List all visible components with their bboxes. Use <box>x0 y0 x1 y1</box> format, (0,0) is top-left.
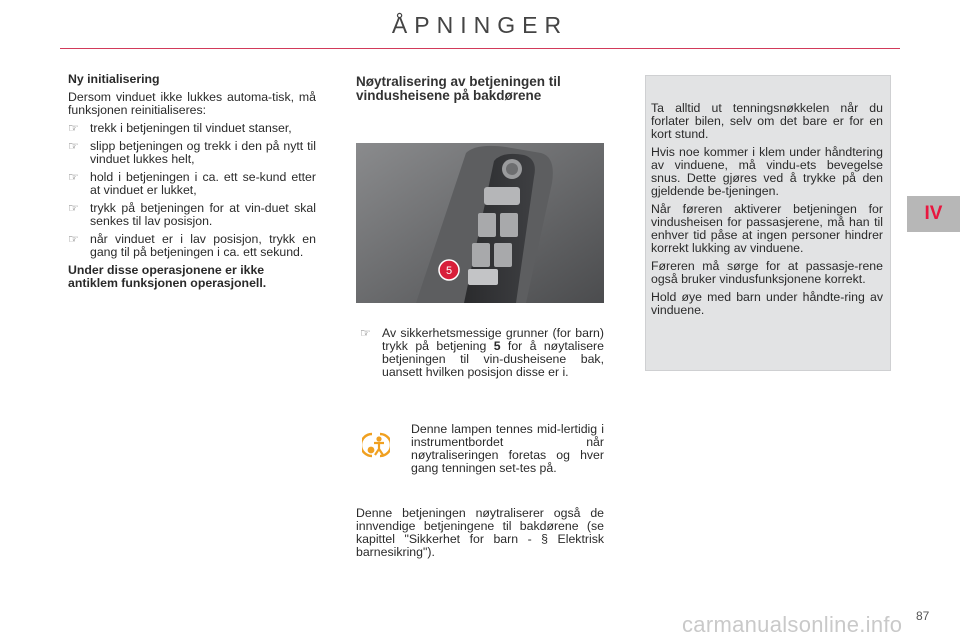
door-switch-illustration <box>356 143 604 303</box>
pointing-hand-icon: ☞ <box>360 326 371 340</box>
door-switch-photo <box>356 143 604 303</box>
pointing-hand-icon: ☞ <box>68 139 79 153</box>
photo-callout-number: 5 <box>445 265 453 277</box>
infobox-paragraph: Ta alltid ut tenningsnøkkelen når du forlater bilen, selv om det bare er for en kort stund. <box>651 101 883 141</box>
neutralize-text <box>356 327 604 379</box>
neutralize-text-end: for å nøytalisere betjeningen til vin-dusheisene bak, uansett hvilken posisjon disse er i. <box>382 339 604 379</box>
neutralize-text-start: Av sikkerhetsmessige grunner (for barn) trykk på betjening <box>382 326 604 353</box>
section-heading: Nøytralisering av betjeningen til vindusheisene på bakdørene <box>356 74 561 103</box>
infobox-paragraph: Når føreren aktiverer betjeningen for vindusheisen for passasjerene, må han til enhver tid påse at ingen personer hindrer korrekt lukking av vinduene. <box>651 202 883 255</box>
infobox-paragraph: Hold øye med barn under håndte-ring av vinduene. <box>651 290 883 317</box>
title-rule <box>60 48 900 49</box>
list-item-text: trykk på betjeningen for at vin-duet skal senkes til lav posisjon. <box>90 201 316 228</box>
reinit-steps <box>68 122 316 259</box>
infobox-paragraph: Føreren må sørge for at passasje-rene også bruker vindusfunksjonene korrekt. <box>651 259 883 286</box>
chapter-tab[interactable] <box>907 196 960 232</box>
list-item <box>68 202 316 228</box>
reinit-heading: Ny initialisering <box>68 72 160 86</box>
reinit-intro: Dersom vinduet ikke lukkes automa-tisk, må funksjonen reinitialiseres: <box>68 90 316 117</box>
list-item <box>68 140 316 166</box>
pointing-hand-icon: ☞ <box>68 121 79 135</box>
list-item-text: hold i betjeningen i ca. ett se-kund etter at vinduet er lukket, <box>90 170 316 197</box>
pointing-hand-icon: ☞ <box>68 170 79 184</box>
watermark[interactable]: carmanualsonline.info <box>682 612 903 637</box>
safety-infobox <box>645 75 891 371</box>
list-item <box>68 122 316 135</box>
list-item <box>68 233 316 259</box>
antipinch-note: Under disse operasjonene er ikke antiklem funksjonen operasjonell. <box>68 263 267 290</box>
lamp-description: Denne lampen tennes mid-lertidig i instrumentbordet når nøytraliseringen foretas og hver gang tenningen set-tes på. <box>411 422 604 475</box>
list-item-text: når vinduet er i lav posisjon, trykk en gang til på betjeningen i ca. ett sekund. <box>90 232 316 259</box>
middle-column <box>356 75 604 108</box>
list-item-text: slipp betjeningen og trekk i den på nytt til vinduet lukkes helt, <box>90 139 316 166</box>
page-title: ÅPNINGER <box>391 12 569 38</box>
pointing-hand-icon: ☞ <box>68 232 79 246</box>
chapter-label: IV <box>924 203 943 224</box>
switch-number: 5 <box>493 339 501 353</box>
page-number: 87 <box>916 609 930 623</box>
child-lock-warning-icon <box>362 431 390 459</box>
infobox-paragraph: Hvis noe kommer i klem under håndtering av vinduene, må vindu-ets bevegelse snus. Dette gjøres ved å trykke på den gjeldende be-tjeningen. <box>651 145 883 198</box>
neutralize-bullet <box>356 327 604 379</box>
bottom-paragraph: Denne betjeningen nøytraliserer også de innvendige betjeningene til bakdørene (se kapittel "Sikkerhet for barn - § Elektrisk barnesikring"). <box>356 506 604 559</box>
list-item <box>68 171 316 197</box>
left-column <box>68 73 316 295</box>
pointing-hand-icon: ☞ <box>68 201 79 215</box>
list-item-text: trekk i betjeningen til vinduet stanser, <box>90 121 292 135</box>
